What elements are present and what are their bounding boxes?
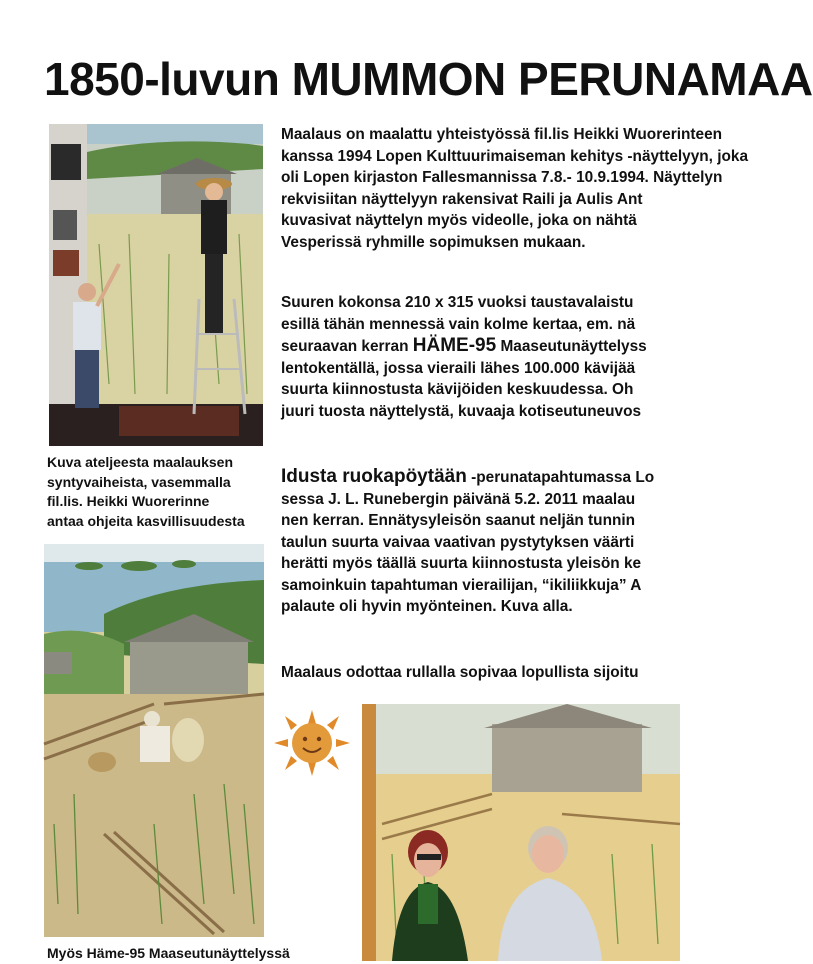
text-line: kanssa 1994 Lopen Kulttuurimaiseman kehitys -näyttelyyn, joka bbox=[281, 147, 749, 165]
page-title: 1850-luvun MUMMON PERUNAMAA bbox=[44, 53, 813, 105]
paragraph-storage bbox=[281, 662, 639, 684]
text-line: Suuren kokonsa 210 x 315 vuoksi taustavalaistu bbox=[281, 294, 634, 311]
text-line: lentokentällä, jossa vieraili lähes 100.000 kävijää bbox=[281, 359, 636, 377]
text-line: rekvisiitan näyttelyyn rakensivat Raili ja Aulis Ant bbox=[281, 190, 643, 208]
text-line: esillä tähän mennessä vain kolme kertaa, em. nä bbox=[281, 315, 636, 333]
event-name-idusta: Idusta ruokapöytään bbox=[281, 466, 467, 487]
caption-studio-photo bbox=[47, 453, 245, 531]
text-line: samoinkuin tapahtuman vierailijan, “ikiliikkuja” A bbox=[281, 576, 642, 594]
painting-photo bbox=[44, 544, 264, 937]
caption-line: Myös Häme-95 Maaseutunäyttelyssä bbox=[47, 945, 290, 961]
text-line: taulun suurta vaivaa vaativan pystytyksen väärti bbox=[281, 533, 635, 551]
text-line: juuri tuosta näyttelystä, kuvaaja kotiseutuneuvos bbox=[281, 402, 642, 420]
event-name-hame95: HÄME-95 bbox=[412, 335, 497, 356]
paragraph-event bbox=[281, 466, 654, 618]
caption-line: Kuva ateljeesta maalauksen bbox=[47, 454, 233, 470]
text-fragment: -perunatapahtumassa Lo bbox=[466, 469, 655, 486]
caption-line: antaa ohjeita kasvillisuudesta bbox=[47, 512, 245, 529]
text-line: palaute oli hyvin myönteinen. Kuva alla. bbox=[281, 598, 573, 615]
paragraph-intro bbox=[281, 124, 748, 253]
text-line: suurta kiinnostusta kävijöiden keskuudessa. Oh bbox=[281, 381, 634, 398]
text-line: Maalaus odottaa rullalla sopivaa lopullista sijoitu bbox=[281, 664, 639, 681]
text-line: kuvasivat näyttelyn myös videolle, joka on nähtä bbox=[281, 212, 637, 229]
event-photo bbox=[362, 704, 680, 961]
sun-logo bbox=[274, 710, 350, 776]
text-line: herätti myös täällä suurta kiinnostusta yleisön ke bbox=[281, 555, 642, 572]
caption-painting-photo bbox=[47, 944, 290, 964]
text-line: oli Lopen kirjaston Fallesmannissa 7.8.- 10.9.1994. Näyttelyn bbox=[281, 169, 723, 186]
text-line: Maalaus on maalattu yhteistyössä fil.lis Heikki Wuorerinteen bbox=[281, 126, 723, 143]
text-fragment: Maaseutunäyttelyss bbox=[496, 338, 647, 355]
text-line bbox=[281, 466, 654, 489]
caption-line: syntyvaiheista, vasemmalla bbox=[47, 473, 231, 490]
text-line: sessa J. L. Runebergin päivänä 5.2. 2011 maalau bbox=[281, 490, 636, 508]
text-line: Vesperissä ryhmille sopimuksen mukaan. bbox=[281, 233, 586, 251]
text-fragment: seuraavan kerran bbox=[281, 338, 413, 355]
caption-line: fil.lis. Heikki Wuorerinne bbox=[47, 493, 210, 509]
text-line: nen kerran. Ennätysyleisön saanut neljän tunnin bbox=[281, 512, 636, 529]
paragraph-exhibitions bbox=[281, 292, 647, 422]
text-line bbox=[281, 335, 647, 358]
studio-photo bbox=[49, 124, 263, 446]
